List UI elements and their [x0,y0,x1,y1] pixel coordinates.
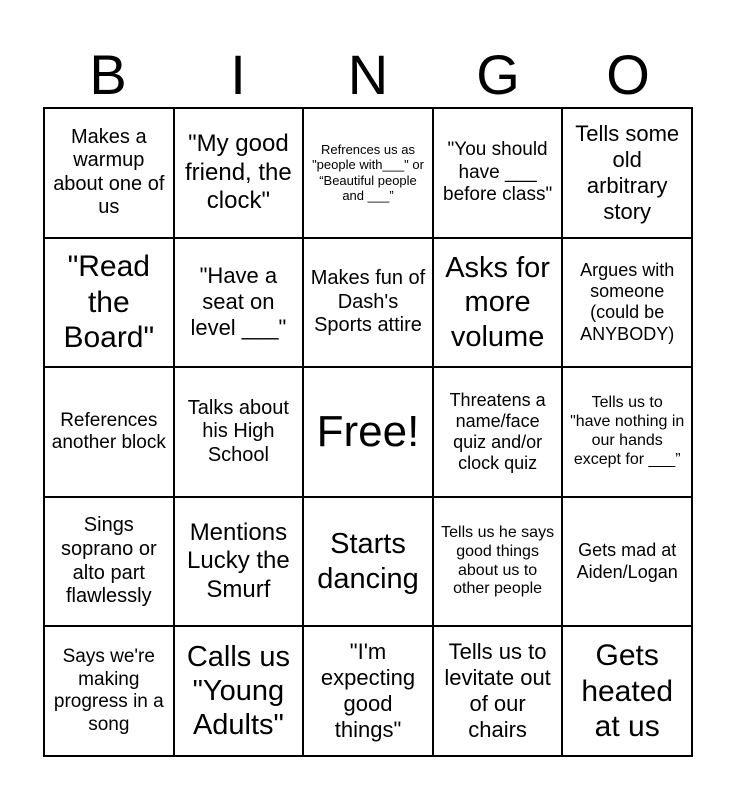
cell-text: Says we're making progress in a song [53,646,164,735]
cell-text: Gets mad at Aiden/Logan [576,540,678,582]
cell-text: "You should have ___ before class" [443,139,553,205]
cell-text: Starts dancing [317,528,419,595]
cell-text: Gets heated at us [581,639,674,743]
bingo-cell-o1[interactable] [562,108,692,238]
cell-text: Tells us to levitate out of our chairs [444,639,551,743]
cell-text: Tells some old arbitrary story [575,120,680,224]
bingo-cell-o4[interactable] [562,497,692,627]
free-space-text: Free! [316,407,420,457]
header-letter-n: N [347,43,389,106]
bingo-cell-n2[interactable] [303,238,433,368]
bingo-cell-o2[interactable] [562,238,692,368]
bingo-cell-g1[interactable] [433,108,563,238]
header-letter-i: I [230,43,246,106]
cell-text: Sings soprano or alto part flawlessly [60,514,157,608]
bingo-cell-i4[interactable] [174,497,304,627]
cell-text: "I'm expecting good things" [320,639,416,743]
cell-text: Makes a warmup about one of us [53,125,165,219]
cell-text: Talks about his High School [187,396,289,466]
bingo-cell-b1[interactable] [44,108,174,238]
bingo-cell-n4[interactable] [303,497,433,627]
bingo-cell-b2[interactable] [44,238,174,368]
cell-text: Asks for more volume [445,252,550,353]
cell-text: Mentions Lucky the Smurf [187,519,290,603]
bingo-header [43,44,693,106]
bingo-cell-b4[interactable] [44,497,174,627]
cell-text: "My good friend, the clock" [185,130,292,214]
bingo-cell-n1[interactable] [303,108,433,238]
bingo-cell-b3[interactable] [44,367,174,497]
bingo-cell-i3[interactable] [174,367,304,497]
cell-text: References another block [51,409,166,453]
bingo-cell-g5[interactable] [433,626,563,756]
bingo-card-grid [43,107,693,757]
header-letter-g: G [476,43,520,106]
cell-text: Argues with someone (could be ANYBODY) [580,259,675,344]
header-letter-b: B [89,43,127,106]
cell-text: Tells us to "have nothing in our hands except for ___” [570,394,685,468]
cell-text: Threatens a name/face quiz and/or clock quiz [449,389,546,474]
bingo-cell-i2[interactable] [174,238,304,368]
bingo-cell-free[interactable] [303,367,433,497]
bingo-cell-g2[interactable] [433,238,563,368]
header-letter-o: O [606,43,650,106]
bingo-cell-g3[interactable] [433,367,563,497]
bingo-cell-o5[interactable] [562,626,692,756]
cell-text: Tells us he says good things about us to other people [441,523,555,598]
bingo-cell-n5[interactable] [303,626,433,756]
bingo-cell-o3[interactable] [562,367,692,497]
bingo-cell-i1[interactable] [174,108,304,238]
cell-text: "Have a seat on level ___" [190,263,287,341]
cell-text: Makes fun of Dash's Sports attire [310,267,426,337]
cell-text: Calls us "Young Adults" [186,640,290,742]
cell-text: "Read the Board" [63,250,155,355]
cell-text: Refrences us as "people with___" or “Beautiful people and ___” [312,142,424,204]
bingo-cell-g4[interactable] [433,497,563,627]
bingo-cell-b5[interactable] [44,626,174,756]
bingo-cell-i5[interactable] [174,626,304,756]
